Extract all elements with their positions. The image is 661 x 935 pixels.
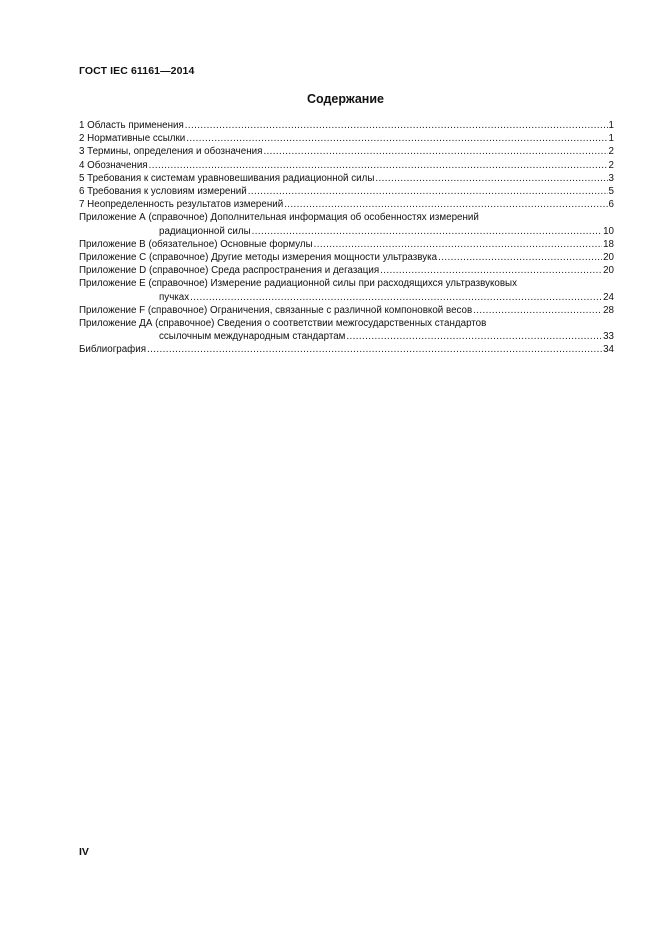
toc-page-number: 10 — [603, 225, 614, 237]
toc-entry-text: Приложение F (справочное) Ограничения, связанные с различной компоновкой весов — [79, 304, 473, 316]
toc-page-number: 28 — [603, 304, 614, 316]
toc-entry-text: 6 Требования к условиям измерений — [79, 186, 247, 198]
toc-page-number: 20 — [603, 252, 614, 264]
toc-page-number: 1 — [608, 133, 614, 145]
table-of-contents — [79, 119, 614, 357]
toc-leader-dots — [473, 304, 602, 317]
toc-page-number: 24 — [603, 291, 614, 303]
toc-entry[interactable] — [79, 172, 614, 185]
toc-page-number: 5 — [608, 186, 614, 198]
toc-entry[interactable] — [79, 119, 614, 132]
toc-page-number: 1 — [608, 120, 614, 131]
toc-entry-text: 7 Неопределенность результатов измерений — [79, 199, 284, 211]
toc-entry-text: Приложение D (справочное) Среда распространения и дегазация — [79, 265, 380, 277]
toc-page-number: 20 — [603, 265, 614, 277]
toc-entry[interactable] — [79, 343, 614, 356]
toc-entry[interactable] — [79, 264, 614, 277]
toc-page-number: 2 — [608, 146, 614, 158]
page-title: Содержание — [306, 92, 384, 106]
toc-leader-dots — [314, 238, 602, 251]
toc-leader-dots — [248, 185, 608, 198]
toc-page-number: 18 — [603, 238, 614, 250]
toc-leader-dots — [185, 119, 608, 132]
toc-entry[interactable] — [79, 198, 614, 211]
toc-page-number: 34 — [603, 344, 614, 356]
toc-entry[interactable] — [79, 238, 614, 251]
toc-entry-text: 4 Обозначения — [79, 159, 148, 171]
toc-page-number: 6 — [608, 199, 614, 211]
toc-entry[interactable] — [79, 159, 614, 172]
toc-leader-dots — [147, 343, 602, 356]
toc-entry[interactable] — [79, 291, 614, 304]
toc-entry-continuation: радиационной силы — [159, 225, 251, 237]
toc-entry-continuation: ссылочным международным стандартам — [159, 331, 346, 343]
toc-leader-dots — [438, 251, 602, 264]
toc-leader-dots — [186, 132, 607, 145]
toc-entry-continuation: пучках — [159, 291, 190, 303]
toc-entry-text: 2 Нормативные ссылки — [79, 133, 186, 145]
toc-leader-dots — [346, 330, 602, 343]
toc-entry-text: 1 Область применения — [79, 120, 184, 131]
toc-leader-dots — [284, 198, 607, 211]
toc-entry[interactable] — [79, 330, 614, 343]
toc-entry[interactable] — [79, 225, 614, 238]
toc-entry-text: Приложение Е (справочное) Измерение радиационной силы при расходящихся ультразвуковых — [79, 278, 517, 290]
toc-entry-text: 5 Требования к системам уравновешивания радиационной силы — [79, 172, 375, 184]
toc-entry[interactable] — [79, 145, 614, 158]
toc-page-number: 33 — [603, 331, 614, 343]
toc-leader-dots — [375, 172, 607, 185]
toc-entry[interactable] — [79, 251, 614, 264]
toc-leader-dots — [252, 225, 602, 238]
toc-entry-text: Приложение С (справочное) Другие методы измерения мощности ультразвука — [79, 252, 438, 264]
toc-entry[interactable] — [79, 304, 614, 317]
toc-entry-text: Приложение В (обязательное) Основные формулы — [79, 238, 313, 250]
toc-entry-text: 3 Термины, определения и обозначения — [79, 146, 263, 158]
toc-entry-text: Библиография — [79, 344, 147, 356]
toc-entry-text: Приложение А (справочное) Дополнительная информация об особенностях измерений — [79, 212, 479, 224]
toc-leader-dots — [380, 264, 602, 277]
toc-entry-text: Приложение ДА (справочное) Сведения о соответствии межгосударственных стандартов — [79, 318, 487, 330]
toc-leader-dots — [149, 159, 608, 172]
toc-page-number: 3 — [608, 172, 614, 184]
toc-entry[interactable] — [79, 185, 614, 198]
toc-page-number: 2 — [608, 159, 614, 171]
toc-leader-dots — [263, 145, 607, 158]
toc-entry[interactable] — [79, 132, 614, 145]
toc-leader-dots — [190, 291, 602, 304]
page-number: IV — [79, 846, 89, 858]
document-header: ГОСТ IEC 61161—2014 — [79, 65, 195, 77]
